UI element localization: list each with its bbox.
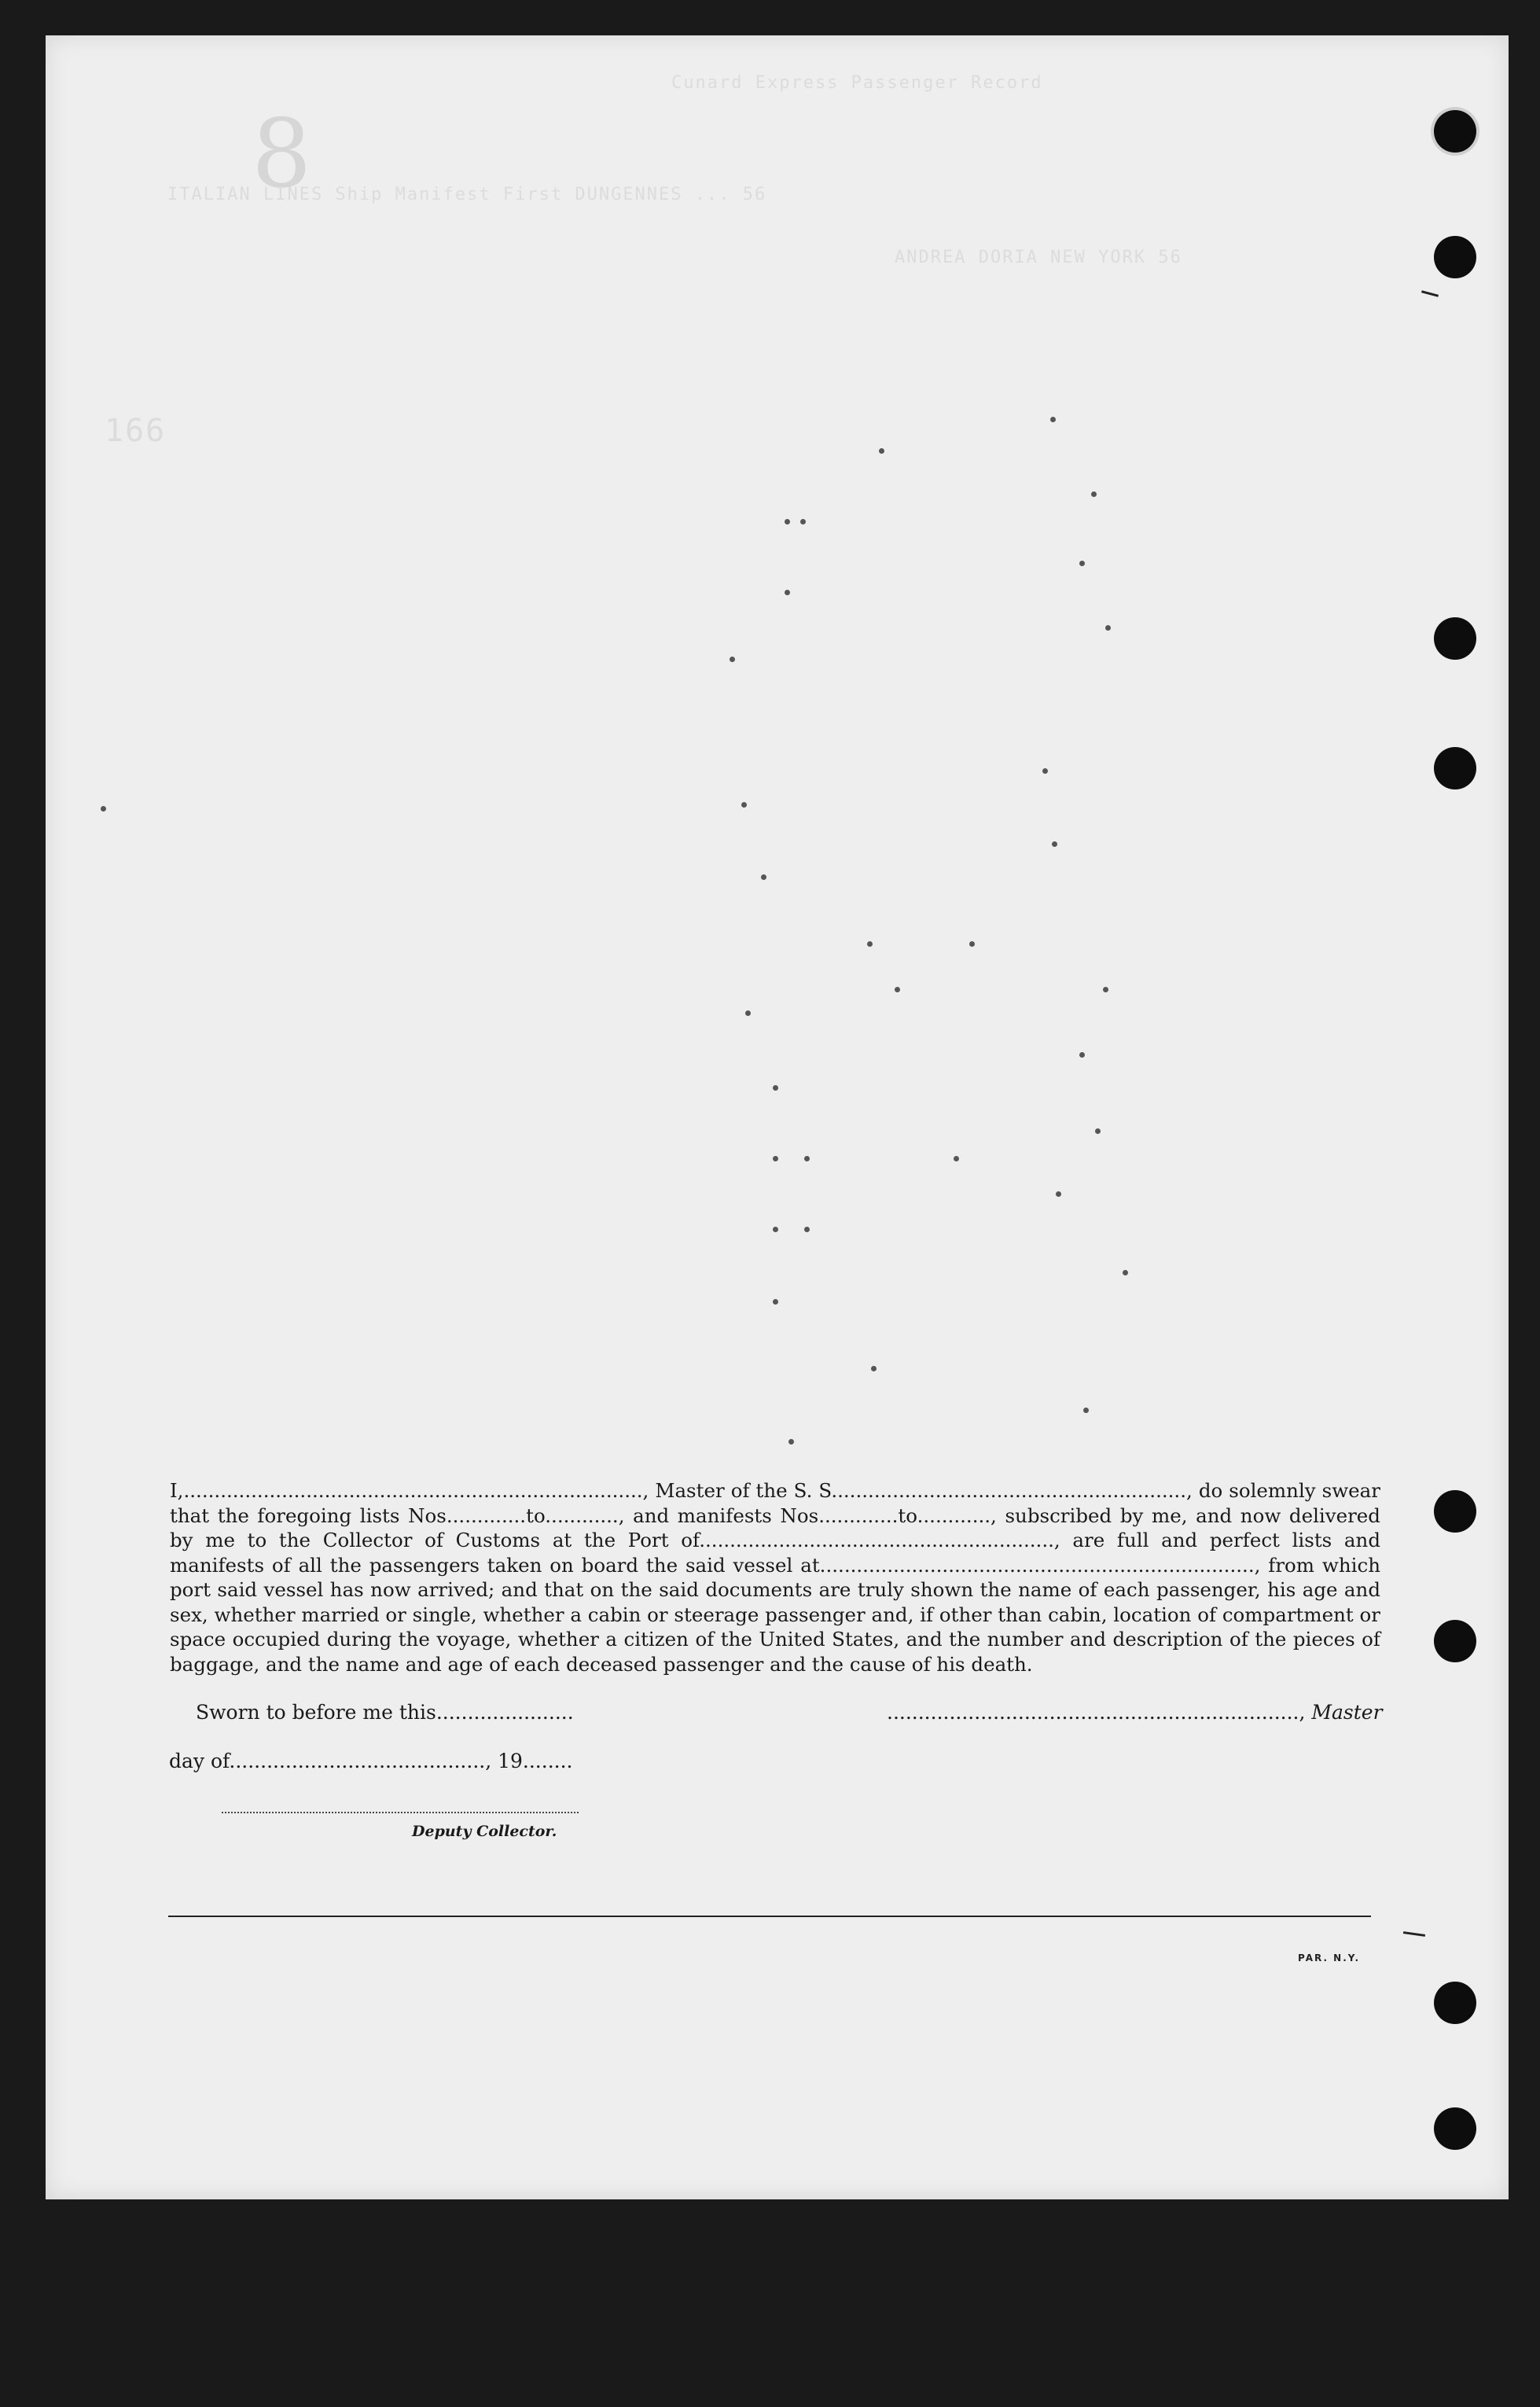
punch-hole bbox=[1434, 747, 1476, 789]
deputy-signature-line bbox=[222, 1812, 579, 1813]
punch-hole bbox=[1434, 236, 1476, 278]
dust-speck bbox=[773, 1156, 778, 1161]
punch-hole bbox=[1434, 1982, 1476, 2024]
dust-speck bbox=[1083, 1408, 1089, 1413]
dust-speck bbox=[1056, 1191, 1061, 1197]
dust-speck bbox=[741, 802, 747, 808]
dust-speck bbox=[785, 519, 790, 524]
dust-speck bbox=[730, 657, 735, 662]
dust-speck bbox=[804, 1156, 810, 1161]
dust-speck bbox=[761, 874, 766, 880]
dust-speck bbox=[954, 1156, 959, 1161]
dust-speck bbox=[773, 1085, 778, 1091]
ghost-header-1: Cunard Express Passenger Record bbox=[671, 73, 1043, 93]
dust-speck bbox=[1103, 987, 1108, 992]
punch-hole bbox=[1434, 617, 1476, 660]
deputy-collector-label: Deputy Collector. bbox=[412, 1823, 557, 1840]
dust-speck bbox=[1079, 1052, 1085, 1058]
punch-hole bbox=[1434, 1620, 1476, 1662]
day-of-line: day of........................................., 19........ bbox=[169, 1750, 573, 1772]
dust-speck bbox=[1095, 1128, 1101, 1134]
punch-hole bbox=[1434, 1490, 1476, 1533]
dust-speck bbox=[1050, 417, 1056, 422]
punch-hole bbox=[1434, 2107, 1476, 2150]
ghost-header-2: ITALIAN LINES Ship Manifest First DUNGENNES ... 56 bbox=[167, 185, 767, 204]
manifest-sheet bbox=[46, 35, 1509, 2199]
dust-speck bbox=[879, 448, 884, 454]
punch-hole bbox=[1434, 110, 1476, 153]
dust-speck bbox=[1052, 841, 1057, 847]
dust-speck bbox=[969, 941, 975, 947]
dust-speck bbox=[867, 941, 873, 947]
dust-speck bbox=[101, 806, 106, 812]
sworn-before-line: Sworn to before me this...................... bbox=[196, 1701, 574, 1724]
bottom-rule bbox=[168, 1916, 1371, 1917]
master-dotted-line: .................................................................., bbox=[887, 1701, 1312, 1724]
ghost-side-number: 166 bbox=[105, 413, 167, 449]
dust-speck bbox=[800, 519, 806, 524]
dust-speck bbox=[1105, 625, 1111, 631]
dust-speck bbox=[1091, 491, 1097, 497]
dust-speck bbox=[788, 1439, 794, 1445]
ghost-header-3: ANDREA DORIA NEW YORK 56 bbox=[895, 248, 1182, 267]
dust-speck bbox=[1123, 1270, 1128, 1275]
dust-speck bbox=[1042, 768, 1048, 774]
master-oath-paragraph bbox=[170, 1478, 1380, 1676]
dust-speck bbox=[1079, 561, 1085, 566]
dust-speck bbox=[871, 1366, 877, 1371]
dust-speck bbox=[804, 1227, 810, 1232]
printer-mark: PAR. N.Y. bbox=[1298, 1952, 1361, 1964]
sheet-number: 8 bbox=[252, 100, 312, 209]
master-label: Master bbox=[1311, 1701, 1383, 1724]
dust-speck bbox=[773, 1299, 778, 1305]
dust-speck bbox=[773, 1227, 778, 1232]
dust-speck bbox=[745, 1010, 751, 1016]
oath-text: I,..........................................................................., Master of the S. S.........................................................., do solemnly swear that the foregoing lists Nos.............to............, and manifests Nos.............to............, subscribed by me, and now delivered by me to the Collector of Customs at the Port of.........................................................., are full and perfect lists and manifests of all the passengers taken on board the said vessel at......................................................................., from which port said vessel has now arrived; and that on the said documents are truly shown the name of each passenger, his age and sex, whether married or single, whether a cabin or steerage passenger and, if other than cabin, location of compartment or space occupied during the voyage, whether a citizen of the United States, and the number and description of the pieces of baggage, and the name and age of each deceased passenger and the cause of his death. bbox=[170, 1479, 1380, 1676]
master-signature-line bbox=[887, 1701, 1383, 1724]
dust-speck bbox=[895, 987, 900, 992]
dust-speck bbox=[785, 590, 790, 595]
